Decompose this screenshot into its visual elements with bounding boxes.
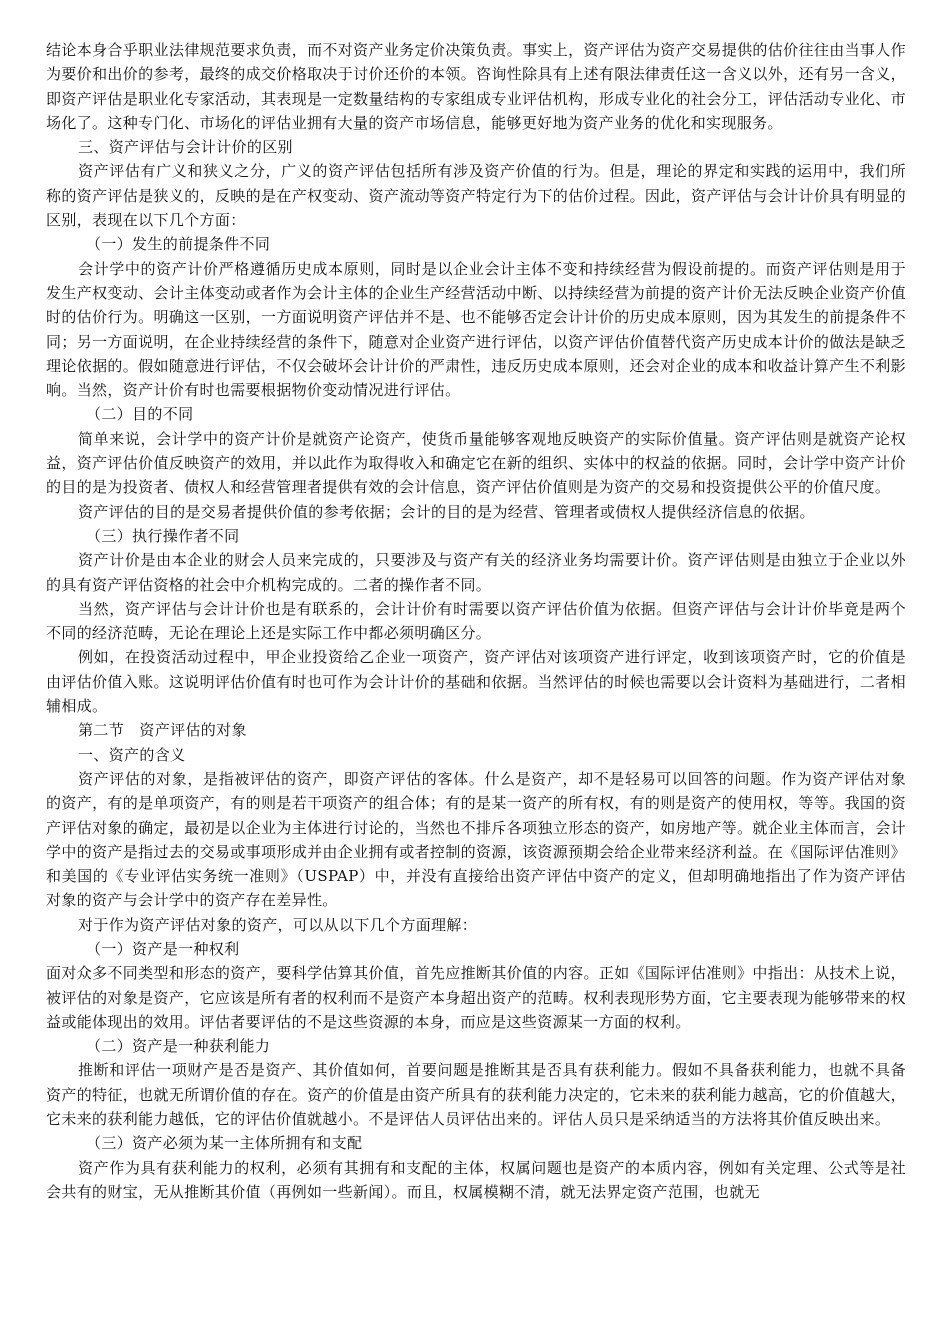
paragraph: 例如，在投资活动过程中，甲企业投资给乙企业一项资产，资产评估对该项资产进行评定，收到该项资产时，它的价值是由评估价值入账。这说明评估价值有时也可作为会计计价的基础和依据。当然评估的时候也需要以会计资料为基础进行，二者相辅相成。 [46, 648, 906, 716]
paragraph: 推断和评估一项财产是否是资产、其价值如何，首要问题是推断其是否具有获利能力。假如不具备获利能力，也就不具备资产的特征，也就无所谓价值的存在。资产的价值是由资产所具有的获利能力决定的，它未来的获利能力越高，它的价值越大，它未来的获利能力越低，它的评估价值就越小。不是评估人员评估出来的。评估人员只是采纳适当的方法将其价值反映出来。 [46, 1061, 906, 1129]
paragraph: 当然，资产评估与会计计价也是有联系的，会计计价有时需要以资产评估价值为依据。但资产评估与会计计价毕竟是两个不同的经济范畴，无论在理论上还是实际工作中都必须明确区分。 [46, 599, 906, 643]
paragraph: 简单来说，会计学中的资产计价是就资产论资产，使货币量能够客观地反映资产的实际价值量。资产评估则是就资产论权益，资产评估价值反映资产的效用，并以此作为取得收入和确定它在新的组织、实体中的权益的依据。同时，会计学中资产计价的目的是为投资者、债权人和经营管理者提供有效的会计信息，资产评估价值则是为资产的交易和投资提供公平的价值尺度。 [46, 429, 906, 497]
subsection-heading: （一）资产是一种权利 [86, 939, 240, 958]
paragraph: 资产评估有广义和狭义之分，广义的资产评估包括所有涉及资产价值的行为。但是，理论的界定和实践的运用中，我们所称的资产评估是狭义的，反映的是在产权变动、资产流动等资产特定行为下的估价过程。因此，资产评估与会计计价具有明显的区别，表现在以下几个方面： [46, 162, 906, 230]
paragraph: 结论本身合乎职业法律规范要求负责，而不对资产业务定价决策负责。事实上，资产评估为资产交易提供的估价往往由当事人作为要价和出价的参考，最终的成交价格取决于讨价还价的本领。咨询性除具有上述有限法律责任这一含义以外，还有另一含义，即资产评估是职业化专家活动，其表现是一定数量结构的专家组成专业评估机构，形成专业化的社会分工，评估活动专业化、市场化了。这种专门化、市场化的评估业拥有大量的资产市场信息，能够更好地为资产业务的优化和实现服务。 [46, 41, 906, 132]
subsection-heading: （三）资产必须为某一主体所拥有和支配 [86, 1134, 363, 1153]
paragraph: 资产计价是由本企业的财会人员来完成的，只要涉及与资产有关的经济业务均需要计价。资产评估则是由独立于企业以外的具有资产评估资格的社会中介机构完成的。二者的操作者不同。 [46, 551, 906, 594]
paragraph: 面对众多不同类型和形态的资产，要科学估算其价值，首先应推断其价值的内容。正如《国际评估准则》中指出：从技术上说，被评估的对象是资产，它应该是所有者的权利而不是资产本身超出资产的范畴。权利表现形势方面，它主要表现为能够带来的权益或能体现出的效用。评估者要评估的不是这些资源的本身，而应是这些资源某一方面的权利。 [46, 964, 906, 1031]
subsection-heading: （三）执行操作者不同 [86, 526, 240, 545]
subsection-heading: （二）目的不同 [86, 405, 194, 424]
paragraph: 资产评估的目的是交易者提供价值的参考依据；会计的目的是为经营、管理者或债权人提供经济信息的依据。 [78, 502, 815, 521]
paragraph: 对于作为资产评估对象的资产，可以从以下几个方面理解： [78, 915, 478, 934]
paragraph: 资产作为具有获利能力的权利，必须有其拥有和支配的主体，权属问题也是资产的本质内容，例如有关定理、公式等是社会共有的财宝，无从推断其价值（再例如一些新闻）。而且，权属模糊不清，就无法界定资产范围，也就无 [46, 1158, 906, 1201]
paragraph: 资产评估的对象，是指被评估的资产，即资产评估的客体。什么是资产，却不是轻易可以回答的问题。作为资产评估对象的资产，有的是单项资产，有的则是若干项资产的组合体；有的是某一资产的所有权，有的则是资产的使用权，等等。我国的资产评估对象的确定，最初是以企业为主体进行讨论的，当然也不排斥各项独立形态的资产，如房地产等。就企业主体而言，会计学中的资产是指过去的交易或事项形成并由企业拥有或者控制的资源，该资源预期会给企业带来经济利益。在《国际评估准则》和美国的《专业评估实务统一准则》（USPAP）中，并没有直接给出资产评估中资产的定义，但却明确地指出了作为资产评估对象的资产与会计学中的资产存在差异性。 [46, 769, 906, 910]
section-heading: 一、资产的含义 [78, 745, 186, 764]
subsection-heading: （一）发生的前提条件不同 [86, 235, 271, 254]
subsection-heading: （二）资产是一种获利能力 [86, 1037, 271, 1056]
paragraph: 会计学中的资产计价严格遵循历史成本原则，同时是以企业会计主体不变和持续经营为假设前提的。而资产评估则是用于发生产权变动、会计主体变动或者作为会计主体的企业生产经营活动中断、以持续经营为前提的资产计价无法反映企业资产价值时的估价行为。明确这一区别，一方面说明资产评估并不是、也不能够否定会计计价的历史成本原则，因为其发生的前提条件不同；另一方面说明，在企业持续经营的条件下，随意对企业资产进行评估，以资产评估价值替代资产历史成本计价的做法是缺乏理论依据的。假如随意进行评估，不仅会破坏会计计价的严肃性，违反历史成本原则，还会对企业的成本和收益计算产生不利影响。当然，资产计价有时也需要根据物价变动情况进行评估。 [46, 259, 906, 400]
document-page [46, 38, 906, 1204]
chapter-section-title: 第二节 资产评估的对象 [78, 721, 247, 740]
section-heading: 三、资产评估与会计计价的区别 [78, 138, 293, 157]
